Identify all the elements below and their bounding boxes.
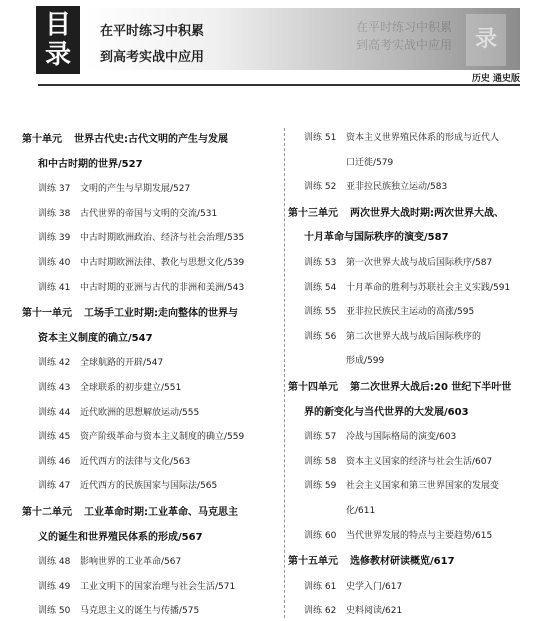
unit-heading — [288, 204, 504, 219]
toc-training-item — [38, 429, 244, 442]
unit-heading — [22, 503, 238, 518]
training-title-continued: 形成/599 — [346, 356, 385, 367]
training-number: 训练 59 — [304, 481, 337, 492]
toc-training-item — [304, 280, 510, 293]
banner-ghost-box: 录 — [466, 14, 506, 66]
toc-training-item — [304, 603, 402, 616]
training-number: 训练 48 — [38, 557, 71, 568]
training-title: 近代西方的民族国家与国际法/565 — [80, 481, 218, 492]
unit-title-continued: 十月革命与国际秩序的演变/587 — [304, 232, 449, 244]
training-title: 近代欧洲的思想解放运动/555 — [80, 407, 200, 418]
training-number: 训练 51 — [304, 133, 337, 143]
unit-label: 第十五单元 — [288, 556, 338, 568]
toc-training-item — [38, 554, 181, 567]
toc-training-item — [38, 255, 244, 268]
unit-heading — [288, 378, 511, 393]
training-title: 史学入门/617 — [346, 581, 403, 592]
unit-label: 第十一单元 — [22, 308, 72, 320]
training-number: 训练 55 — [304, 307, 337, 318]
training-number: 训练 54 — [304, 282, 337, 293]
toc-training-item — [304, 429, 456, 442]
toc-training-item — [38, 355, 163, 368]
training-number: 训练 43 — [38, 383, 71, 393]
training-title: 史料阅读/621 — [346, 606, 403, 617]
training-title: 第一次世界大战与战后国际秩序/587 — [346, 258, 493, 268]
unit-title: 选修教材研读概览/617 — [350, 556, 455, 568]
training-number: 训练 47 — [38, 481, 71, 492]
page-header — [0, 0, 550, 86]
training-number: 训练 49 — [38, 581, 71, 592]
training-number: 训练 42 — [38, 358, 71, 369]
unit-title-continued: 界的新变化与当代世界的大发展/603 — [304, 406, 469, 418]
training-title: 亚非拉民族独立运动/583 — [346, 182, 448, 193]
unit-label: 第十单元 — [22, 134, 62, 145]
toc-training-item — [38, 380, 181, 393]
unit-heading — [22, 304, 238, 319]
banner-ghost-text: 在平时练习中积累 到高考实战中应用 — [355, 20, 452, 52]
unit-title: 世界古代史:古代文明的产生与发展 — [74, 134, 228, 145]
unit-title: 工业革命时期:工业革命、马克思主 — [84, 507, 238, 518]
training-title: 文明的产生与早期发展/527 — [80, 184, 191, 195]
training-title: 中古时期欧洲政治、经济与社会治理/535 — [80, 233, 245, 244]
toc-training-item — [38, 454, 190, 467]
toc-training-item — [304, 304, 474, 317]
toc-training-item — [304, 179, 447, 192]
unit-title: 第二次世界大战后:20 世纪下半叶世 — [350, 382, 512, 393]
training-title: 中古时期欧洲法律、教化与思想文化/539 — [80, 258, 245, 268]
training-number: 训练 58 — [304, 456, 337, 467]
banner-line-2: 到高考实战中应用 — [100, 50, 205, 65]
unit-title: 两次世界大战时期:两次世界大战、 — [350, 207, 504, 219]
toc-training-item — [304, 454, 492, 467]
training-number: 训练 56 — [304, 331, 337, 342]
toc-training-item — [304, 478, 499, 491]
training-title: 第二次世界大战与战后国际秩序的 — [346, 331, 482, 342]
training-title: 资本主义国家的经济与社会生活/607 — [346, 456, 493, 467]
toc-training-item — [38, 405, 199, 418]
unit-title-continued: 资本主义制度的确立/547 — [38, 332, 153, 344]
toc-training-item — [304, 255, 492, 268]
unit-heading — [22, 130, 228, 145]
training-title: 全球联系的初步建立/551 — [80, 383, 182, 393]
training-number: 训练 45 — [38, 432, 71, 443]
unit-title: 工场手工业时期:走向整体的世界与 — [84, 308, 238, 320]
training-number: 训练 52 — [304, 182, 337, 193]
header-rule — [38, 84, 520, 86]
header-banner — [82, 8, 520, 70]
toc-training-item — [38, 478, 217, 491]
unit-label: 第十四单元 — [288, 382, 338, 393]
training-title: 马克思主义的诞生与传播/575 — [80, 606, 200, 617]
training-title: 亚非拉民族民主运动的高涨/595 — [346, 307, 475, 318]
training-title: 工业文明下的国家治理与社会生活/571 — [80, 581, 236, 592]
toc-training-item — [38, 206, 217, 219]
training-number: 训练 39 — [38, 233, 71, 244]
toc-training-item — [38, 603, 199, 616]
toc-training-item — [38, 280, 244, 293]
training-title: 资本主义世界殖民体系的形成与近代人 — [346, 133, 500, 143]
training-number: 训练 53 — [304, 258, 337, 268]
training-number: 训练 61 — [304, 581, 337, 592]
toc-training-item — [304, 130, 499, 143]
training-title: 资产阶级革命与资本主义制度的确立/559 — [80, 432, 245, 443]
toc-training-item — [38, 579, 235, 592]
column-divider — [284, 128, 285, 618]
training-number: 训练 62 — [304, 606, 337, 617]
training-title: 古代世界的帝国与文明的交流/531 — [80, 208, 218, 219]
unit-heading — [288, 552, 455, 567]
unit-label: 第十二单元 — [22, 507, 72, 518]
training-title: 近代西方的法律与文化/563 — [80, 456, 191, 467]
training-number: 训练 37 — [38, 184, 71, 195]
title-char-1: 目 — [44, 10, 71, 40]
training-number: 训练 57 — [304, 432, 337, 443]
series-label: 历史 通史版 — [471, 74, 520, 84]
training-title: 冷战与国际格局的演变/603 — [346, 432, 457, 443]
training-number: 训练 41 — [38, 282, 71, 293]
training-number: 训练 44 — [38, 407, 71, 418]
training-title: 中古时期的亚洲与古代的非洲和美洲/543 — [80, 282, 245, 293]
toc-training-item — [304, 579, 402, 592]
training-number: 训练 50 — [38, 606, 71, 617]
training-title: 全球航路的开辟/547 — [80, 358, 164, 369]
unit-title-continued: 和中古时期的世界/527 — [38, 158, 143, 170]
toc-training-item — [304, 528, 492, 541]
contents-title-box — [36, 6, 80, 74]
unit-title-continued: 义的诞生和世界殖民体系的形成/567 — [38, 531, 203, 543]
toc-training-item — [304, 329, 481, 342]
training-title: 社会主义国家和第三世界国家的发展变 — [346, 481, 500, 492]
training-number: 训练 46 — [38, 456, 71, 467]
training-title: 影响世界的工业革命/567 — [80, 557, 182, 568]
training-title-continued: 化/611 — [346, 506, 376, 516]
training-number: 训练 60 — [304, 530, 337, 541]
training-title-continued: 口迁徙/579 — [346, 157, 394, 168]
unit-label: 第十三单元 — [288, 207, 338, 219]
toc-training-item — [38, 230, 244, 243]
title-char-2: 录 — [44, 40, 71, 70]
toc-training-item — [38, 181, 190, 194]
training-number: 训练 38 — [38, 208, 71, 219]
banner-line-1: 在平时练习中积累 — [100, 24, 205, 39]
training-title: 十月革命的胜利与苏联社会主义实践/591 — [346, 282, 511, 293]
training-title: 当代世界发展的特点与主要趋势/615 — [346, 530, 493, 541]
training-number: 训练 40 — [38, 258, 71, 268]
